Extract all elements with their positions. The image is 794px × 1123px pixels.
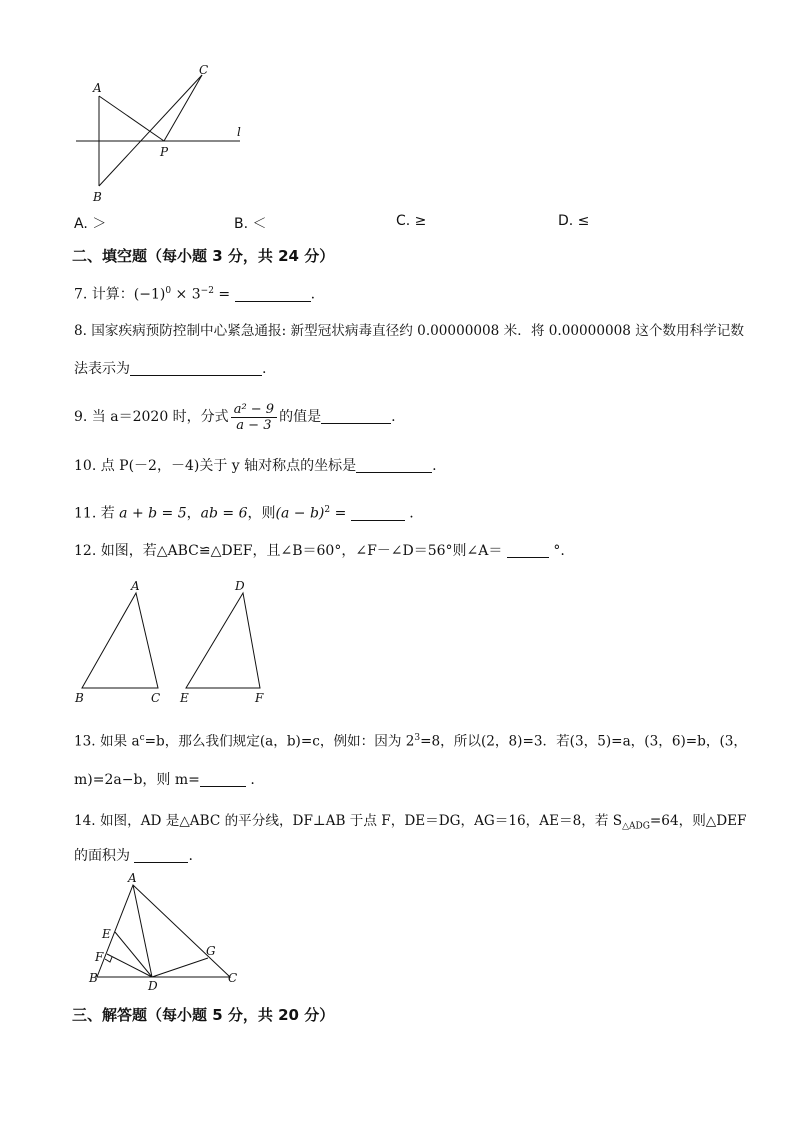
answer-blank[interactable]: [356, 458, 432, 473]
figure-congruent-triangles: [70, 576, 280, 708]
label-e: E: [102, 927, 111, 941]
triangle-def: [186, 593, 260, 688]
figure-line-l-points: [60, 58, 260, 208]
fraction: $\frac{\text{a² − 9}}{a - 3}$: [231, 402, 277, 433]
triangle-abc: [82, 593, 158, 688]
question-8-line2: 法表示为 .: [74, 361, 267, 377]
segment-ap: [99, 96, 164, 141]
question-14-line2: 的面积为 .: [74, 848, 193, 864]
answer-blank[interactable]: [321, 409, 391, 424]
label-d: D: [148, 979, 158, 993]
option-a: A. ＞: [74, 216, 107, 232]
label-b: B: [75, 691, 84, 705]
question-7: 7. 计算：$(-1)^0 \times 3^{-2}$ = .: [74, 286, 316, 303]
question-10: 10. 点 P(－2，－4)关于 y 轴对称点的坐标是 .: [74, 458, 437, 474]
label-f: F: [255, 691, 264, 705]
answer-blank[interactable]: [235, 287, 311, 302]
label-d: D: [235, 579, 245, 593]
right-angle-mark: [105, 957, 112, 962]
question-13-line1: 13. 如果 $a^c=b$，那么我们规定(a，b)=c，例如：因为 $2^3=8$，所以(2，8)=3．若(3，5)=a，(3，6)=b，(3，: [74, 733, 748, 750]
option-b: B. ＜: [234, 216, 267, 232]
triangle-abc: [97, 885, 230, 977]
segment-gd: [152, 958, 208, 977]
question-14-line1: 14. 如图，AD 是△ABC 的平分线，DF⊥AB 于点 F，DE＝DG，AG＝16，AE＝8，若 $S_{\triangle ADG}=64$，则△DEF: [74, 813, 747, 832]
label-p: P: [160, 145, 169, 159]
segment-ad: [133, 885, 152, 977]
question-8-line1: 8. 国家疾病预防控制中心紧急通报: 新型冠状病毒直径约 0.00000008 米．将 0.00000008 这个数用科学记数: [74, 323, 744, 339]
label-a: A: [93, 81, 102, 95]
answer-blank[interactable]: [351, 506, 405, 521]
option-d: D. ≤: [558, 213, 590, 229]
answer-blank[interactable]: [130, 361, 262, 376]
label-b: B: [89, 971, 98, 985]
option-c: C. ≥: [396, 213, 427, 229]
label-e: E: [180, 691, 189, 705]
label-g: G: [206, 944, 216, 958]
label-f: F: [95, 950, 104, 964]
segment-fd: [107, 954, 152, 977]
segment-ed: [115, 932, 152, 977]
question-13-line2: m)=2a−b，则 m= .: [74, 772, 255, 788]
label-c: C: [151, 691, 161, 705]
segment-pc: [164, 75, 202, 141]
label-l: l: [237, 125, 241, 139]
question-12: 12. 如图，若△ABC≌△DEF，且∠B＝60°，∠F－∠D＝56°则∠A＝ °.: [74, 543, 565, 559]
section-title-solve: 三、解答题（每小题 5 分，共 20 分）: [72, 1006, 335, 1024]
section-title-fill-blank: 二、填空题（每小题 3 分，共 24 分）: [72, 247, 335, 265]
answer-blank[interactable]: [134, 848, 188, 863]
label-a: A: [128, 871, 137, 885]
answer-blank[interactable]: [507, 543, 549, 558]
answer-blank[interactable]: [200, 772, 246, 787]
label-b: B: [93, 190, 102, 204]
label-c: C: [228, 971, 238, 985]
question-11: 11. 若 a + b = 5，ab = 6，则$(a - b)^2$ = .: [74, 505, 414, 522]
question-9: 9. 当 a＝2020 时，分式 $\frac{\text{a² − 9}}{a - 3}$ 的值是 .: [74, 401, 396, 433]
figure-angle-bisector: [80, 870, 250, 995]
segment-bc: [99, 75, 202, 186]
label-a: A: [131, 579, 140, 593]
label-c: C: [199, 63, 209, 77]
